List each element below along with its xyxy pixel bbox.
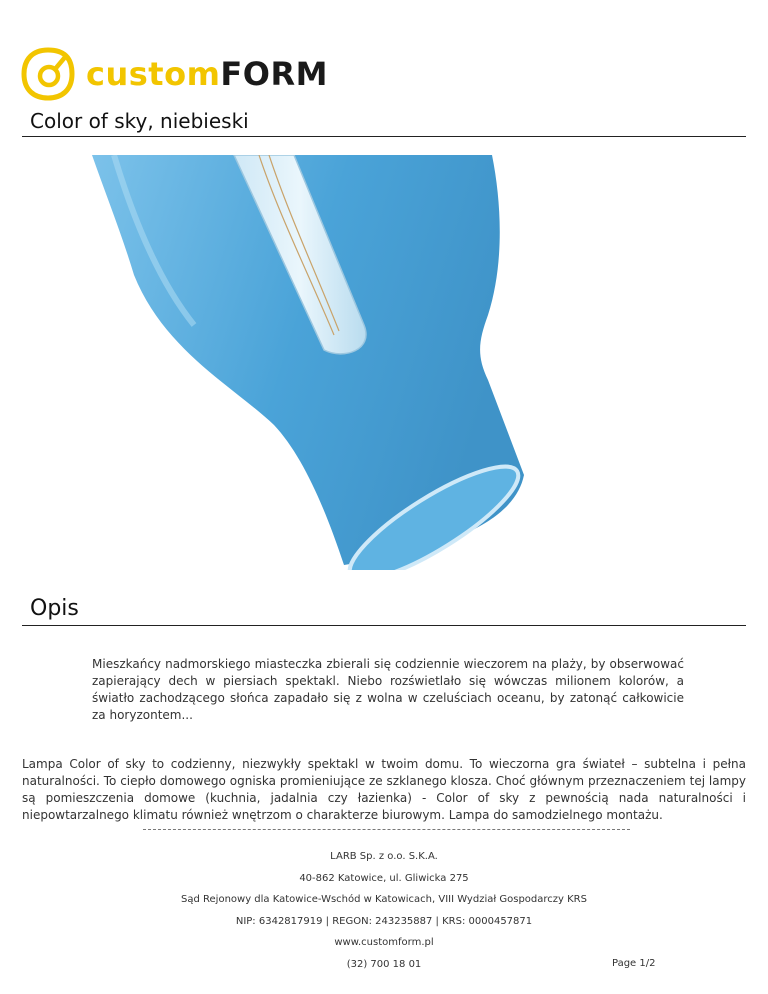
product-title: Color of sky, niebieski bbox=[22, 108, 746, 137]
footer-ids: NIP: 6342817919 | REGON: 243235887 | KRS: 0000457871 bbox=[235, 915, 533, 927]
product-image-blue-glass-lamp bbox=[84, 155, 684, 570]
footer-company: LARB Sp. z o.o. S.K.A. bbox=[330, 851, 438, 862]
footer-website: www.customform.pl bbox=[334, 937, 434, 948]
section-heading-opis: Opis bbox=[22, 595, 746, 626]
logo-wordmark-custom: custom bbox=[86, 55, 221, 93]
footer bbox=[0, 846, 768, 975]
leaf-logo-icon bbox=[20, 46, 76, 102]
description-body: Lampa Color of sky to codzienny, niezwykły spektakl w twoim domu. To wieczorna gra świateł – subtelna i pełna naturalności. To ciepło domowego ogniska promieniujące ze szklanego klosza. Choć głównym przeznaczeniem tej lampy są pomieszczenia domowe (kuchnia, jadalnia czy łazienka) - Color of sky z pewnością nada naturalności i niepowtarzalnego klimatu również wnętrzom o charakterze biurowym. Lampa do samodzielnego montażu. bbox=[22, 757, 746, 822]
page-number: Page 1/2 bbox=[612, 958, 656, 969]
logo-wordmark-form: FORM bbox=[220, 55, 328, 93]
brand-logo bbox=[20, 46, 328, 102]
footer-separator bbox=[143, 829, 630, 830]
footer-phone: (32) 700 18 01 bbox=[346, 958, 422, 970]
logo-wordmark bbox=[86, 52, 328, 96]
description-intro: Mieszkańcy nadmorskiego miasteczka zbierali się codziennie wieczorem na plaży, by obserwować zapierający dech w piersiach spektakl. Niebo rozświetlało się wówczas milionem kolorów, a światło zachodzącego słońca zapadało się z wolna w czeluściach oceanu, by zatonąć całkowicie za horyzontem... bbox=[92, 657, 684, 722]
footer-court: Sąd Rejonowy dla Katowice-Wschód w Katowicach, VIII Wydział Gospodarczy KRS bbox=[181, 894, 587, 905]
footer-address: 40-862 Katowice, ul. Gliwicka 275 bbox=[299, 872, 469, 884]
